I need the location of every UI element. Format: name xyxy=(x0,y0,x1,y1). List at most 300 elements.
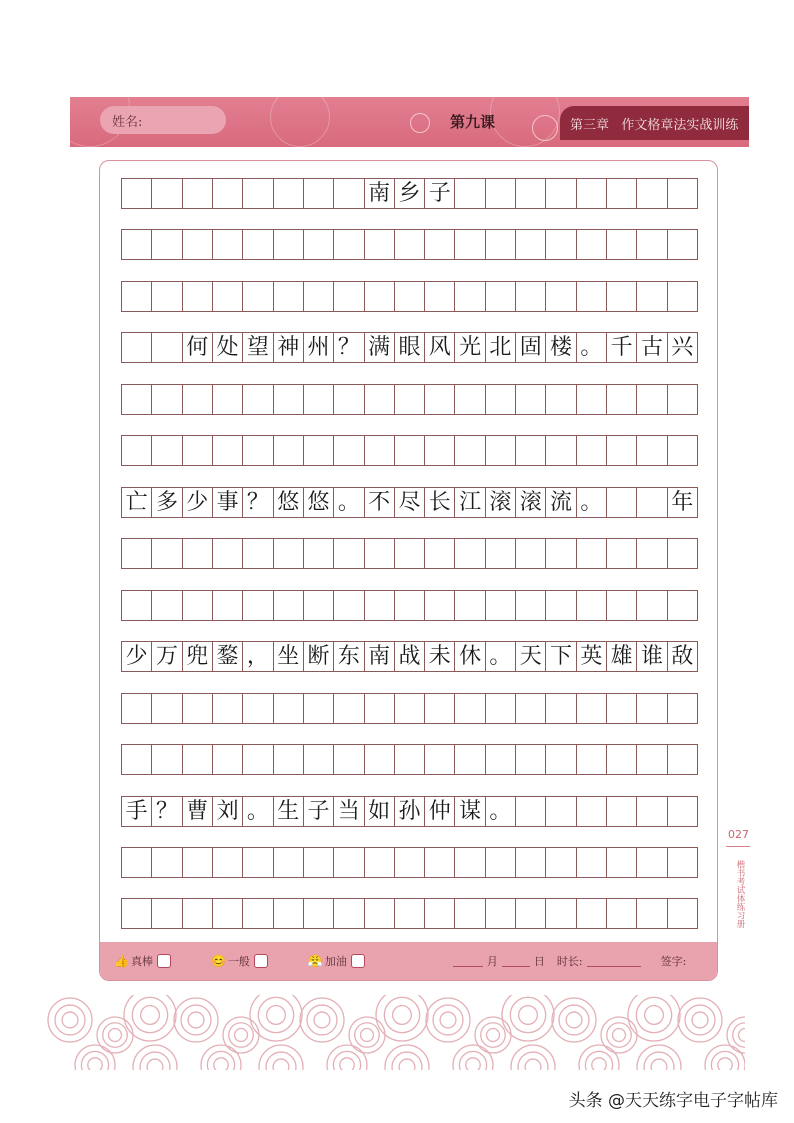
grid-row xyxy=(121,487,698,518)
name-field[interactable] xyxy=(100,106,226,134)
grid-cell[interactable] xyxy=(516,282,546,311)
practice-frame xyxy=(99,160,718,981)
grid-cell[interactable]: 事 xyxy=(213,488,243,517)
grid-cell[interactable] xyxy=(213,282,243,311)
grid-cell[interactable] xyxy=(637,694,667,723)
grid-cell[interactable] xyxy=(274,591,304,620)
grid-cell[interactable] xyxy=(304,694,334,723)
grid-cell[interactable]: 固 xyxy=(516,333,546,362)
grid-cell[interactable] xyxy=(455,282,485,311)
grid-cell[interactable] xyxy=(243,282,273,311)
grid-cell[interactable] xyxy=(122,179,152,208)
grid-cell[interactable]: 谁 xyxy=(637,642,667,671)
grid-cell[interactable] xyxy=(395,282,425,311)
grid-cell[interactable] xyxy=(395,436,425,465)
grid-cell[interactable]: 少 xyxy=(183,488,213,517)
grid-cell[interactable] xyxy=(365,282,395,311)
grid-row xyxy=(121,538,698,569)
grid-cell[interactable] xyxy=(122,745,152,774)
grid-cell[interactable] xyxy=(486,282,516,311)
grid-cell[interactable] xyxy=(455,539,485,568)
grid-cell[interactable] xyxy=(274,539,304,568)
grid-cell[interactable] xyxy=(637,745,667,774)
grid-cell[interactable] xyxy=(334,745,364,774)
grid-cell[interactable] xyxy=(607,539,637,568)
grid-cell[interactable] xyxy=(365,899,395,928)
grid-cell[interactable] xyxy=(122,333,152,362)
grid-cell[interactable]: 楼 xyxy=(546,333,576,362)
grid-cell[interactable] xyxy=(213,694,243,723)
grid-cell[interactable] xyxy=(637,797,667,826)
grid-cell[interactable] xyxy=(213,899,243,928)
grid-cell[interactable] xyxy=(213,539,243,568)
grid-cell[interactable] xyxy=(637,385,667,414)
grid-cell[interactable] xyxy=(516,745,546,774)
grid-cell[interactable] xyxy=(122,385,152,414)
lesson-title: 第九课 xyxy=(450,113,496,131)
grid-cell[interactable] xyxy=(425,282,455,311)
grid-cell[interactable]: 眼 xyxy=(395,333,425,362)
rating-ok-checkbox[interactable] xyxy=(254,954,268,968)
grid-cell[interactable] xyxy=(152,591,182,620)
rating-keep-going-checkbox[interactable] xyxy=(351,954,365,968)
grid-cell[interactable] xyxy=(425,436,455,465)
grid-cell[interactable] xyxy=(122,230,152,259)
grid-cell[interactable] xyxy=(304,539,334,568)
grid-cell[interactable]: 南 xyxy=(365,642,395,671)
grid-cell[interactable]: 悠 xyxy=(304,488,334,517)
grid-cell[interactable]: 南 xyxy=(365,179,395,208)
grid-cell[interactable] xyxy=(395,745,425,774)
grid-cell[interactable] xyxy=(365,848,395,877)
grid-cell[interactable] xyxy=(668,385,698,414)
grid-cell[interactable] xyxy=(637,179,667,208)
grid-cell[interactable]: 子 xyxy=(425,179,455,208)
grid-cell[interactable] xyxy=(395,539,425,568)
grid-cell[interactable] xyxy=(152,694,182,723)
grid-cell[interactable] xyxy=(637,539,667,568)
signature-label: 签字: xyxy=(660,955,687,968)
grid-cell[interactable] xyxy=(486,539,516,568)
grid-cell[interactable] xyxy=(668,591,698,620)
grid-cell[interactable] xyxy=(425,230,455,259)
grid-cell[interactable] xyxy=(274,385,304,414)
grid-cell[interactable] xyxy=(243,899,273,928)
grid-cell[interactable] xyxy=(607,745,637,774)
grid-cell[interactable]: 兜 xyxy=(183,642,213,671)
grid-cell[interactable] xyxy=(365,385,395,414)
grid-cell[interactable] xyxy=(486,385,516,414)
grid-cell[interactable] xyxy=(546,385,576,414)
grid-cell[interactable]: 生 xyxy=(274,797,304,826)
grid-cell[interactable] xyxy=(122,694,152,723)
grid-cell[interactable] xyxy=(334,591,364,620)
grid-cell[interactable]: 神 xyxy=(274,333,304,362)
grid-cell[interactable]: 年 xyxy=(668,488,698,517)
grid-cell[interactable] xyxy=(668,848,698,877)
grid-cell[interactable] xyxy=(122,436,152,465)
grid-cell[interactable]: 曹 xyxy=(183,797,213,826)
grid-cell[interactable]: 当 xyxy=(334,797,364,826)
grid-cell[interactable]: 乡 xyxy=(395,179,425,208)
grid-cell[interactable] xyxy=(213,436,243,465)
grid-cell[interactable]: ， xyxy=(243,642,273,671)
grid-cell[interactable] xyxy=(183,282,213,311)
grid-cell[interactable] xyxy=(668,179,698,208)
grid-cell[interactable] xyxy=(365,436,395,465)
grid-cell[interactable]: 谋 xyxy=(455,797,485,826)
name-label: 姓名: xyxy=(112,114,143,130)
grid-cell[interactable] xyxy=(334,899,364,928)
grid-cell[interactable] xyxy=(486,745,516,774)
grid-cell[interactable] xyxy=(577,848,607,877)
grid-cell[interactable] xyxy=(183,436,213,465)
grid-cell[interactable] xyxy=(213,179,243,208)
grid-cell[interactable] xyxy=(607,591,637,620)
grid-cell[interactable] xyxy=(607,179,637,208)
grid-cell[interactable] xyxy=(516,797,546,826)
grid-cell[interactable] xyxy=(243,436,273,465)
grid-cell[interactable] xyxy=(152,436,182,465)
grid-cell[interactable]: 江 xyxy=(455,488,485,517)
grid-cell[interactable] xyxy=(274,436,304,465)
grid-cell[interactable] xyxy=(486,899,516,928)
grid-cell[interactable] xyxy=(607,694,637,723)
grid-cell[interactable] xyxy=(152,179,182,208)
grid-cell[interactable] xyxy=(274,230,304,259)
grid-cell[interactable] xyxy=(516,179,546,208)
grid-cell[interactable] xyxy=(365,591,395,620)
grid-cell[interactable]: 千 xyxy=(607,333,637,362)
grid-cell[interactable] xyxy=(577,282,607,311)
grid-cell[interactable] xyxy=(183,694,213,723)
grid-cell[interactable] xyxy=(425,899,455,928)
grid-cell[interactable] xyxy=(546,179,576,208)
grid-cell[interactable] xyxy=(395,385,425,414)
grid-cell[interactable] xyxy=(334,282,364,311)
grid-cell[interactable]: 兴 xyxy=(668,333,698,362)
grid-cell[interactable] xyxy=(183,179,213,208)
grid-cell[interactable]: 未 xyxy=(425,642,455,671)
grid-cell[interactable]: 。 xyxy=(243,797,273,826)
grid-cell[interactable] xyxy=(304,230,334,259)
grid-cell[interactable] xyxy=(365,745,395,774)
grid-cell[interactable] xyxy=(668,797,698,826)
grid-cell[interactable] xyxy=(213,745,243,774)
grid-cell[interactable] xyxy=(546,282,576,311)
grid-cell[interactable]: 何 xyxy=(183,333,213,362)
grid-cell[interactable]: 仲 xyxy=(425,797,455,826)
grid-cell[interactable] xyxy=(304,745,334,774)
grid-cell[interactable] xyxy=(243,848,273,877)
grid-cell[interactable] xyxy=(516,436,546,465)
grid-cell[interactable] xyxy=(152,333,182,362)
grid-cell[interactable] xyxy=(637,591,667,620)
grid-cell[interactable]: 滚 xyxy=(486,488,516,517)
grid-cell[interactable]: 。 xyxy=(577,488,607,517)
grid-cell[interactable] xyxy=(486,591,516,620)
grid-cell[interactable]: 休 xyxy=(455,642,485,671)
grid-cell[interactable]: 多 xyxy=(152,488,182,517)
grid-cell[interactable]: 滚 xyxy=(516,488,546,517)
grid-cell[interactable] xyxy=(577,385,607,414)
grid-cell[interactable] xyxy=(577,436,607,465)
grid-cell[interactable] xyxy=(455,694,485,723)
grid-cell[interactable] xyxy=(304,179,334,208)
grid-cell[interactable] xyxy=(395,230,425,259)
grid-cell[interactable] xyxy=(486,230,516,259)
grid-cell[interactable] xyxy=(152,745,182,774)
grid-cell[interactable]: 敌 xyxy=(668,642,698,671)
grid-cell[interactable] xyxy=(455,436,485,465)
grid-cell[interactable] xyxy=(668,539,698,568)
grid-cell[interactable] xyxy=(607,385,637,414)
grid-cell[interactable] xyxy=(637,488,667,517)
grid-cell[interactable] xyxy=(365,539,395,568)
grid-cell[interactable] xyxy=(334,385,364,414)
grid-cell[interactable] xyxy=(304,436,334,465)
grid-cell[interactable] xyxy=(577,230,607,259)
grid-cell[interactable]: 望 xyxy=(243,333,273,362)
grid-cell[interactable] xyxy=(274,745,304,774)
grid-cell[interactable] xyxy=(455,848,485,877)
grid-cell[interactable] xyxy=(607,797,637,826)
grid-cell[interactable] xyxy=(516,385,546,414)
grid-cell[interactable] xyxy=(213,385,243,414)
rating-label: 一般 xyxy=(227,955,250,968)
grid-cell[interactable] xyxy=(425,539,455,568)
grid-cell[interactable] xyxy=(122,591,152,620)
grid-cell[interactable] xyxy=(213,230,243,259)
grid-cell[interactable] xyxy=(516,848,546,877)
grid-cell[interactable] xyxy=(516,694,546,723)
grid-cell[interactable] xyxy=(516,539,546,568)
grid-cell[interactable] xyxy=(183,848,213,877)
month-label: 月 xyxy=(486,955,498,968)
grid-cell[interactable] xyxy=(274,282,304,311)
grid-cell[interactable] xyxy=(455,899,485,928)
grid-cell[interactable] xyxy=(486,436,516,465)
grid-cell[interactable] xyxy=(243,385,273,414)
grid-cell[interactable] xyxy=(607,899,637,928)
grid-cell[interactable] xyxy=(637,230,667,259)
grid-cell[interactable] xyxy=(243,179,273,208)
grid-cell[interactable] xyxy=(365,694,395,723)
grid-cell[interactable] xyxy=(668,282,698,311)
grid-cell[interactable] xyxy=(546,436,576,465)
grid-cell[interactable] xyxy=(213,591,243,620)
grid-cell[interactable]: ？ xyxy=(243,488,273,517)
grid-cell[interactable]: 尽 xyxy=(395,488,425,517)
grid-cell[interactable] xyxy=(152,899,182,928)
grid-cell[interactable] xyxy=(304,848,334,877)
grid-cell[interactable] xyxy=(546,899,576,928)
grid-cell[interactable]: 满 xyxy=(365,333,395,362)
grid-cell[interactable] xyxy=(365,230,395,259)
grid-cell[interactable] xyxy=(395,848,425,877)
grid-cell[interactable]: 少 xyxy=(122,642,152,671)
grid-cell[interactable]: 天 xyxy=(516,642,546,671)
grid-cell[interactable]: 刘 xyxy=(213,797,243,826)
grid-cell[interactable] xyxy=(304,591,334,620)
grid-cell[interactable] xyxy=(152,230,182,259)
grid-cell[interactable] xyxy=(183,230,213,259)
grid-cell[interactable] xyxy=(455,385,485,414)
grid-cell[interactable] xyxy=(607,230,637,259)
day-input[interactable] xyxy=(502,955,530,967)
grid-cell[interactable] xyxy=(334,848,364,877)
grid-cell[interactable] xyxy=(637,848,667,877)
grid-cell[interactable] xyxy=(455,230,485,259)
grid-cell[interactable] xyxy=(607,282,637,311)
grid-cell[interactable] xyxy=(334,539,364,568)
grid-cell[interactable] xyxy=(637,899,667,928)
grid-cell[interactable] xyxy=(152,282,182,311)
grid-cell[interactable] xyxy=(334,436,364,465)
grid-cell[interactable] xyxy=(546,230,576,259)
grid-cell[interactable]: 光 xyxy=(455,333,485,362)
grid-cell[interactable]: 坐 xyxy=(274,642,304,671)
grid-cell[interactable] xyxy=(243,539,273,568)
grid-cell[interactable] xyxy=(122,899,152,928)
grid-cell[interactable]: 不 xyxy=(365,488,395,517)
grid-cell[interactable] xyxy=(546,694,576,723)
grid-cell[interactable] xyxy=(577,694,607,723)
grid-cell[interactable] xyxy=(183,745,213,774)
grid-cell[interactable] xyxy=(334,230,364,259)
grid-cell[interactable]: 亡 xyxy=(122,488,152,517)
grid-cell[interactable] xyxy=(274,848,304,877)
grid-cell[interactable]: 鍪 xyxy=(213,642,243,671)
grid-cell[interactable]: 悠 xyxy=(274,488,304,517)
grid-cell[interactable]: 子 xyxy=(304,797,334,826)
grid-cell[interactable] xyxy=(546,591,576,620)
grid-cell[interactable] xyxy=(607,436,637,465)
grid-cell[interactable]: 。 xyxy=(486,797,516,826)
grid-cell[interactable] xyxy=(577,179,607,208)
grid-cell[interactable] xyxy=(577,591,607,620)
grid-cell[interactable]: ？ xyxy=(152,797,182,826)
grid-cell[interactable] xyxy=(577,797,607,826)
grid-cell[interactable]: 孙 xyxy=(395,797,425,826)
grid-cell[interactable] xyxy=(122,282,152,311)
grid-cell[interactable] xyxy=(183,899,213,928)
grid-cell[interactable] xyxy=(243,694,273,723)
grid-cell[interactable] xyxy=(668,230,698,259)
grid-cell[interactable]: 州 xyxy=(304,333,334,362)
grid-cell[interactable] xyxy=(546,797,576,826)
grid-cell[interactable] xyxy=(122,848,152,877)
grid-cell[interactable] xyxy=(152,385,182,414)
grid-cell[interactable] xyxy=(516,230,546,259)
grid-cell[interactable] xyxy=(637,436,667,465)
grid-cell[interactable]: 战 xyxy=(395,642,425,671)
grid-cell[interactable] xyxy=(304,282,334,311)
grid-cell[interactable] xyxy=(395,899,425,928)
grid-cell[interactable]: 。 xyxy=(334,488,364,517)
grid-cell[interactable] xyxy=(516,591,546,620)
duration-input[interactable] xyxy=(587,955,641,967)
grid-cell[interactable]: 处 xyxy=(213,333,243,362)
grid-cell[interactable]: 古 xyxy=(637,333,667,362)
grid-cell[interactable] xyxy=(486,179,516,208)
grid-cell[interactable]: 风 xyxy=(425,333,455,362)
grid-cell[interactable]: 东 xyxy=(334,642,364,671)
grid-cell[interactable] xyxy=(304,385,334,414)
grid-cell[interactable] xyxy=(455,745,485,774)
grid-cell[interactable] xyxy=(213,848,243,877)
grid-cell[interactable]: 长 xyxy=(425,488,455,517)
grid-cell[interactable] xyxy=(152,848,182,877)
grid-cell[interactable] xyxy=(668,899,698,928)
grid-cell[interactable] xyxy=(455,179,485,208)
grid-cell[interactable] xyxy=(183,385,213,414)
grid-cell[interactable] xyxy=(304,899,334,928)
grid-cell[interactable] xyxy=(607,488,637,517)
grid-cell[interactable]: 英 xyxy=(577,642,607,671)
grid-cell[interactable] xyxy=(122,539,152,568)
grid-cell[interactable] xyxy=(183,591,213,620)
grid-cell[interactable] xyxy=(395,591,425,620)
grid-cell[interactable] xyxy=(334,179,364,208)
grid-cell[interactable] xyxy=(425,591,455,620)
grid-cell[interactable] xyxy=(546,848,576,877)
grid-cell[interactable]: ？ xyxy=(334,333,364,362)
grid-cell[interactable]: 断 xyxy=(304,642,334,671)
rating-great-checkbox[interactable] xyxy=(157,954,171,968)
grid-cell[interactable] xyxy=(577,539,607,568)
grid-cell[interactable] xyxy=(425,385,455,414)
grid-cell[interactable] xyxy=(486,848,516,877)
grid-cell[interactable] xyxy=(668,436,698,465)
grid-cell[interactable] xyxy=(334,694,364,723)
grid-cell[interactable] xyxy=(152,539,182,568)
grid-cell[interactable]: 北 xyxy=(486,333,516,362)
grid-cell[interactable]: 雄 xyxy=(607,642,637,671)
grid-cell[interactable] xyxy=(486,694,516,723)
grid-cell[interactable] xyxy=(577,899,607,928)
grid-cell[interactable] xyxy=(425,694,455,723)
grid-cell[interactable] xyxy=(243,745,273,774)
grid-cell[interactable] xyxy=(668,745,698,774)
grid-cell[interactable] xyxy=(516,899,546,928)
grid-cell[interactable]: 万 xyxy=(152,642,182,671)
grid-cell[interactable] xyxy=(455,591,485,620)
grid-cell[interactable]: 。 xyxy=(486,642,516,671)
grid-cell[interactable] xyxy=(668,694,698,723)
grid-cell[interactable] xyxy=(395,694,425,723)
grid-cell[interactable]: 流 xyxy=(546,488,576,517)
grid-cell[interactable] xyxy=(637,282,667,311)
grid-cell[interactable] xyxy=(243,230,273,259)
grid-cell[interactable] xyxy=(546,539,576,568)
grid-cell[interactable] xyxy=(607,848,637,877)
grid-cell[interactable] xyxy=(243,591,273,620)
grid-cell[interactable]: 如 xyxy=(365,797,395,826)
grid-cell[interactable] xyxy=(274,179,304,208)
grid-cell[interactable]: 手 xyxy=(122,797,152,826)
grid-cell[interactable] xyxy=(425,848,455,877)
grid-cell[interactable] xyxy=(425,745,455,774)
grid-cell[interactable] xyxy=(274,694,304,723)
grid-cell[interactable]: 。 xyxy=(577,333,607,362)
grid-cell[interactable] xyxy=(546,745,576,774)
grid-cell[interactable] xyxy=(183,539,213,568)
grid-cell[interactable] xyxy=(577,745,607,774)
grid-cell[interactable]: 下 xyxy=(546,642,576,671)
month-input[interactable] xyxy=(453,955,483,967)
grid-cell[interactable] xyxy=(274,899,304,928)
